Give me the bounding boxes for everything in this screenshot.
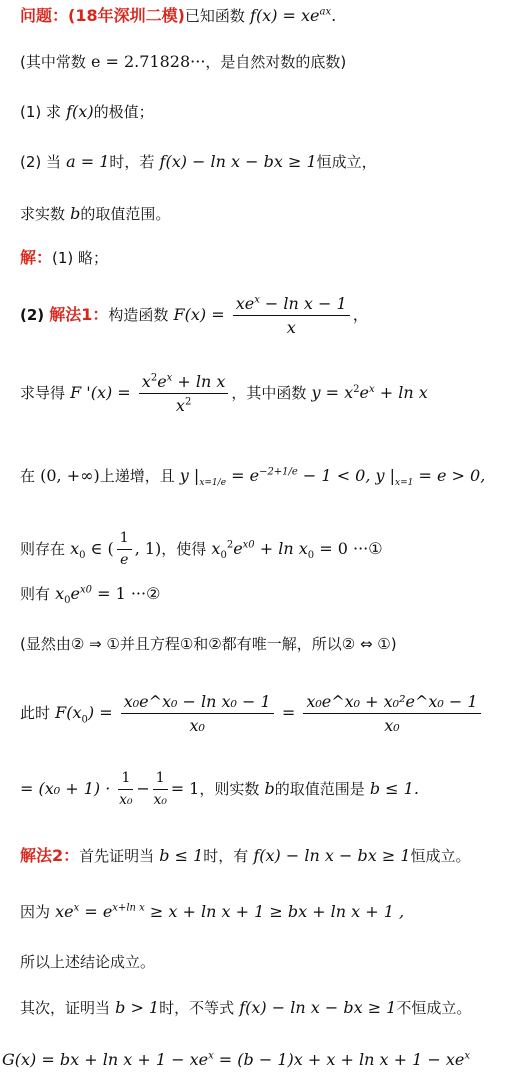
question-2-cont: [20, 204, 170, 223]
problem-text: 已知函数: [184, 7, 245, 25]
ln-x0: + ln x: [254, 538, 308, 558]
result-tail: 的取值范围是: [274, 779, 365, 798]
constant-note: [20, 52, 346, 71]
inv2-den: x₀: [153, 791, 167, 808]
second-text: 其次，证明当: [20, 999, 111, 1017]
exists-text: 则存在: [20, 539, 66, 558]
second-part-line: [20, 998, 471, 1017]
x0-sub: 0: [79, 549, 86, 561]
m2-mid: 时，有: [203, 847, 249, 865]
derivative-line: [20, 372, 428, 415]
solution-1-text: (1) 略；: [52, 249, 109, 267]
method-1-construct: [20, 294, 369, 337]
Fx0-den2: x₀: [384, 716, 400, 736]
because-text: 因为: [20, 903, 51, 921]
mono-text: 在: [20, 467, 36, 485]
where-text: ，其中函数: [231, 384, 307, 403]
solution-label: 解：: [20, 248, 53, 267]
F-den: x: [286, 318, 296, 338]
mono-mid: 上递增，且: [99, 467, 175, 485]
y-sup2: x: [369, 383, 375, 395]
y-e: e: [359, 383, 370, 403]
frac-den: e: [120, 551, 129, 568]
q2-mid: 时，若: [109, 153, 155, 171]
Fp-n1: x: [141, 372, 151, 391]
result-value: b ≤ 1.: [369, 778, 419, 798]
part-2-label: (2): [20, 306, 45, 325]
G-sup: x: [208, 1050, 214, 1062]
F-num: xe: [235, 294, 255, 313]
Fx0-frac2: [303, 692, 480, 735]
m2-text: 首先证明当: [79, 847, 155, 865]
q1-tail: 的极值；: [93, 103, 154, 121]
G-sup2: x: [464, 1050, 470, 1062]
b-var: b: [264, 778, 275, 798]
eval-at-1: x=1: [395, 478, 414, 489]
Fprime-fraction: [139, 372, 229, 415]
because-line: [20, 902, 404, 921]
x0-2-sup: 2: [226, 539, 234, 551]
xe-sup: x: [73, 902, 80, 914]
e-value: e = 2.71828···: [90, 52, 206, 71]
one-over-e: [117, 530, 132, 569]
note-text: (其中常数: [20, 53, 86, 71]
x0-2: x: [211, 538, 221, 558]
eq-ex: = e: [79, 902, 113, 921]
ln-x0-sub: 0: [307, 549, 315, 561]
Fx0-den1: x₀: [189, 716, 205, 736]
minus: −: [136, 778, 150, 798]
G-line: [2, 1050, 470, 1069]
q2c-tail: 的取值范围。: [80, 205, 171, 223]
mono-tail: − 1 < 0, y |: [297, 466, 396, 485]
method-1-label: 解法1：: [49, 305, 109, 325]
Fx0-num2: x₀e^x₀ + x₀²e^x₀ − 1: [306, 692, 478, 711]
Fp-ntail: + ln x: [172, 372, 226, 391]
period: .: [331, 6, 337, 25]
result-mid: ，则实数: [199, 779, 260, 798]
Fx0-sub: 0: [81, 714, 88, 726]
in-symbol: ∈ (: [85, 538, 114, 558]
y-eval: y |: [179, 466, 200, 485]
e-exp: x0: [242, 539, 255, 551]
inv2-num: 1: [153, 770, 168, 790]
q2c-var: b: [70, 204, 81, 223]
eq-1: = 0 ···①: [314, 538, 383, 558]
method-2-line: [20, 846, 471, 865]
problem-label: 问题：(18年深圳二模): [20, 6, 185, 25]
Fp-den: x: [175, 396, 185, 416]
problem-title-line: [20, 6, 336, 25]
q2-inequality: f(x) − ln x − bx ≥ 1: [159, 152, 317, 171]
x0-equation-line: [20, 584, 160, 607]
conclusion-text: 所以上述结论成立。: [20, 953, 156, 971]
x0-2-sub: 0: [220, 549, 227, 561]
y-tail: + ln x: [374, 383, 428, 403]
second-mid: 时，不等式: [159, 999, 235, 1017]
exists-x0-line: [20, 530, 383, 569]
note-tail: ，是自然对数的底数): [205, 53, 347, 71]
q2-condition: a = 1: [66, 152, 110, 171]
q1-expr: f(x): [66, 102, 94, 121]
equivalence-note: [20, 634, 397, 653]
F-num-tail: − ln x − 1: [259, 294, 347, 313]
Fp-n1-sup: 2: [150, 372, 158, 384]
q2c-text: 求实数: [20, 205, 66, 223]
second-tail: 不恒成立。: [396, 999, 472, 1017]
Fx0-num1: x₀e^x₀ − ln x₀ − 1: [123, 692, 271, 711]
x0b: x: [55, 584, 65, 603]
F-num-exp: x: [254, 294, 260, 306]
x0b-sub: 0: [64, 595, 71, 607]
Fprime-lhs: F '(x) =: [70, 383, 131, 403]
m2-tail: 恒成立。: [410, 847, 471, 865]
Fx0: F(x: [55, 703, 82, 723]
eq-e: = e: [226, 466, 260, 485]
e2: e: [70, 584, 80, 603]
chain-ineq: ≥ x + ln x + 1 ≥ bx + ln x + 1 ,: [144, 902, 405, 921]
simplified: = (x₀ + 1) ·: [20, 778, 111, 798]
Fx0-frac1: [121, 692, 274, 735]
F-fraction: [233, 294, 350, 337]
q2-tail: 恒成立，: [316, 153, 377, 171]
exponent: ax: [319, 6, 332, 18]
xe: xe: [55, 902, 74, 921]
exp-neg2: −2+1/e: [259, 466, 298, 478]
Fp-n2: e: [157, 372, 167, 391]
F-x0-line: [20, 692, 484, 735]
question-2: [20, 152, 377, 171]
inv-x0-1: [118, 770, 133, 809]
inv1-num: 1: [118, 770, 133, 790]
m2-ineq: f(x) − ln x − bx ≥ 1: [253, 846, 411, 865]
equiv-text: (显然由② ⇒ ①并且方程①和②都有唯一解，所以② ⇔ ①): [20, 635, 397, 653]
Fp-den-sup: 2: [184, 396, 192, 408]
such-that: ，使得: [161, 539, 207, 558]
Fx0-close: ) =: [87, 703, 113, 723]
Fx0-eq: =: [281, 703, 296, 723]
function-definition: f(x) = xe: [250, 6, 320, 25]
x0: x: [70, 538, 80, 558]
conclusion-line: [20, 952, 155, 971]
Fp-n2-sup: x: [166, 372, 173, 384]
G-rhs: = (b − 1)x + x + ln x + 1 − xe: [213, 1050, 465, 1069]
construct-text: 构造函数: [108, 306, 169, 325]
q1-text: (1) 求: [20, 103, 62, 121]
inv-x0-2: [153, 770, 168, 809]
y-def: y = x: [311, 383, 354, 403]
interval: (0, +∞): [40, 466, 100, 485]
eq-one: = 1: [170, 778, 200, 798]
solution-1: [20, 248, 108, 267]
derivative-text: 求导得: [20, 384, 66, 403]
method-2-label: 解法2：: [20, 846, 80, 865]
m2-cond: b ≤ 1: [159, 846, 204, 865]
frac-num: 1: [117, 530, 132, 550]
question-1: [20, 102, 154, 121]
e-base: e: [233, 538, 243, 558]
at-this-time: 此时: [20, 704, 51, 723]
y-sup1: 2: [353, 383, 360, 395]
result-line: [20, 770, 419, 809]
mono-tail2: = e > 0,: [413, 466, 486, 485]
second-cond: b > 1: [115, 998, 160, 1017]
q2-text: (2) 当: [20, 153, 62, 171]
G-def: G(x) = bx + ln x + 1 − xe: [2, 1050, 209, 1069]
eval-at-1e: x=1/e: [199, 478, 227, 489]
second-ineq: f(x) − ln x − bx ≥ 1: [239, 998, 397, 1017]
comma: ，: [352, 305, 369, 325]
eq-2: = 1 ···②: [92, 584, 161, 603]
inv1-den: x₀: [119, 791, 133, 808]
e2-exp: x0: [79, 584, 92, 596]
monotonic-line: [20, 466, 485, 489]
then-text: 则有: [20, 585, 51, 603]
interval-close: , 1): [134, 538, 162, 558]
F-lhs: F(x) =: [173, 305, 225, 325]
ex-sup: x+ln x: [112, 902, 145, 914]
